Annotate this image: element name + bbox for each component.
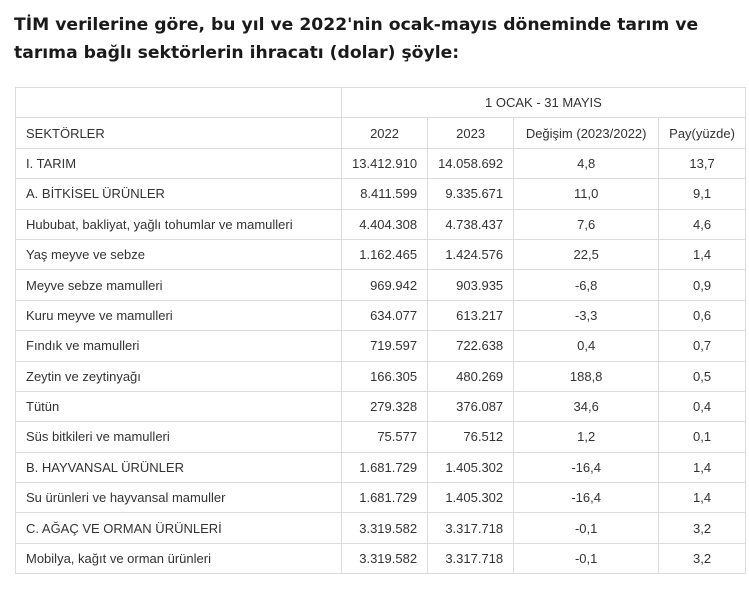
value-2023-cell: 3.317.718 xyxy=(428,543,514,573)
share-cell: 1,4 xyxy=(659,483,746,513)
share-cell: 0,9 xyxy=(659,270,746,300)
value-2022-cell: 13.412.910 xyxy=(342,148,428,178)
export-table xyxy=(15,87,746,574)
change-cell: 34,6 xyxy=(514,391,659,421)
change-cell: -0,1 xyxy=(514,513,659,543)
sector-cell: Kuru meyve ve mamulleri xyxy=(16,300,342,330)
change-cell: 1,2 xyxy=(514,422,659,452)
column-header-sector: SEKTÖRLER xyxy=(16,118,342,148)
share-cell: 0,7 xyxy=(659,331,746,361)
change-cell: -3,3 xyxy=(514,300,659,330)
sector-cell: Fındık ve mamulleri xyxy=(16,331,342,361)
change-cell: -6,8 xyxy=(514,270,659,300)
change-cell: 188,8 xyxy=(514,361,659,391)
share-cell: 4,6 xyxy=(659,209,746,239)
table-row xyxy=(16,300,746,330)
value-2023-cell: 1.405.302 xyxy=(428,452,514,482)
column-header-change: Değişim (2023/2022) xyxy=(514,118,659,148)
sector-cell: Yaş meyve ve sebze xyxy=(16,239,342,269)
column-header-2022: 2022 xyxy=(342,118,428,148)
change-cell: 0,4 xyxy=(514,331,659,361)
table-row xyxy=(16,452,746,482)
sector-cell: Tütün xyxy=(16,391,342,421)
value-2022-cell: 4.404.308 xyxy=(342,209,428,239)
sector-cell: Su ürünleri ve hayvansal mamuller xyxy=(16,483,342,513)
share-cell: 0,6 xyxy=(659,300,746,330)
table-row xyxy=(16,148,746,178)
value-2023-cell: 722.638 xyxy=(428,331,514,361)
sector-cell: Mobilya, kağıt ve orman ürünleri xyxy=(16,543,342,573)
value-2022-cell: 8.411.599 xyxy=(342,179,428,209)
table-row xyxy=(16,179,746,209)
sector-cell: C. AĞAÇ VE ORMAN ÜRÜNLERİ xyxy=(16,513,342,543)
value-2023-cell: 3.317.718 xyxy=(428,513,514,543)
share-cell: 0,4 xyxy=(659,391,746,421)
table-row xyxy=(16,209,746,239)
table-row xyxy=(16,422,746,452)
value-2023-cell: 613.217 xyxy=(428,300,514,330)
value-2023-cell: 903.935 xyxy=(428,270,514,300)
sector-cell: Meyve sebze mamulleri xyxy=(16,270,342,300)
value-2023-cell: 480.269 xyxy=(428,361,514,391)
value-2023-cell: 1.424.576 xyxy=(428,239,514,269)
share-cell: 0,5 xyxy=(659,361,746,391)
value-2023-cell: 376.087 xyxy=(428,391,514,421)
value-2022-cell: 719.597 xyxy=(342,331,428,361)
period-header: 1 OCAK - 31 MAYIS xyxy=(342,88,746,118)
share-cell: 9,1 xyxy=(659,179,746,209)
share-cell: 13,7 xyxy=(659,148,746,178)
value-2022-cell: 969.942 xyxy=(342,270,428,300)
value-2022-cell: 1.162.465 xyxy=(342,239,428,269)
value-2022-cell: 3.319.582 xyxy=(342,513,428,543)
value-2022-cell: 279.328 xyxy=(342,391,428,421)
sector-cell: I. TARIM xyxy=(16,148,342,178)
period-header-row xyxy=(16,88,746,118)
table-body xyxy=(16,88,746,574)
table-row xyxy=(16,391,746,421)
change-cell: -16,4 xyxy=(514,452,659,482)
share-cell: 1,4 xyxy=(659,239,746,269)
table-row xyxy=(16,513,746,543)
value-2023-cell: 4.738.437 xyxy=(428,209,514,239)
value-2023-cell: 1.405.302 xyxy=(428,483,514,513)
value-2023-cell: 14.058.692 xyxy=(428,148,514,178)
empty-header-cell xyxy=(16,88,342,118)
value-2022-cell: 634.077 xyxy=(342,300,428,330)
value-2022-cell: 166.305 xyxy=(342,361,428,391)
value-2023-cell: 76.512 xyxy=(428,422,514,452)
value-2023-cell: 9.335.671 xyxy=(428,179,514,209)
value-2022-cell: 75.577 xyxy=(342,422,428,452)
sector-cell: A. BİTKİSEL ÜRÜNLER xyxy=(16,179,342,209)
sector-cell: B. HAYVANSAL ÜRÜNLER xyxy=(16,452,342,482)
table-row xyxy=(16,543,746,573)
column-header-2023: 2023 xyxy=(428,118,514,148)
change-cell: 11,0 xyxy=(514,179,659,209)
table-row xyxy=(16,483,746,513)
share-cell: 3,2 xyxy=(659,513,746,543)
table-row xyxy=(16,239,746,269)
sector-cell: Süs bitkileri ve mamulleri xyxy=(16,422,342,452)
column-header-row xyxy=(16,118,746,148)
sector-cell: Hububat, bakliyat, yağlı tohumlar ve mamulleri xyxy=(16,209,342,239)
share-cell: 0,1 xyxy=(659,422,746,452)
change-cell: -0,1 xyxy=(514,543,659,573)
change-cell: -16,4 xyxy=(514,483,659,513)
table-row xyxy=(16,270,746,300)
table-row xyxy=(16,331,746,361)
value-2022-cell: 1.681.729 xyxy=(342,452,428,482)
share-cell: 1,4 xyxy=(659,452,746,482)
share-cell: 3,2 xyxy=(659,543,746,573)
change-cell: 7,6 xyxy=(514,209,659,239)
sector-cell: Zeytin ve zeytinyağı xyxy=(16,361,342,391)
change-cell: 4,8 xyxy=(514,148,659,178)
column-header-share: Pay(yüzde) xyxy=(659,118,746,148)
change-cell: 22,5 xyxy=(514,239,659,269)
value-2022-cell: 1.681.729 xyxy=(342,483,428,513)
headline: TİM verilerine göre, bu yıl ve 2022'nin ocak-mayıs döneminde tarım ve tarıma bağlı sektörlerin ihracatı (dolar) şöyle: xyxy=(14,15,699,63)
value-2022-cell: 3.319.582 xyxy=(342,543,428,573)
table-row xyxy=(16,361,746,391)
